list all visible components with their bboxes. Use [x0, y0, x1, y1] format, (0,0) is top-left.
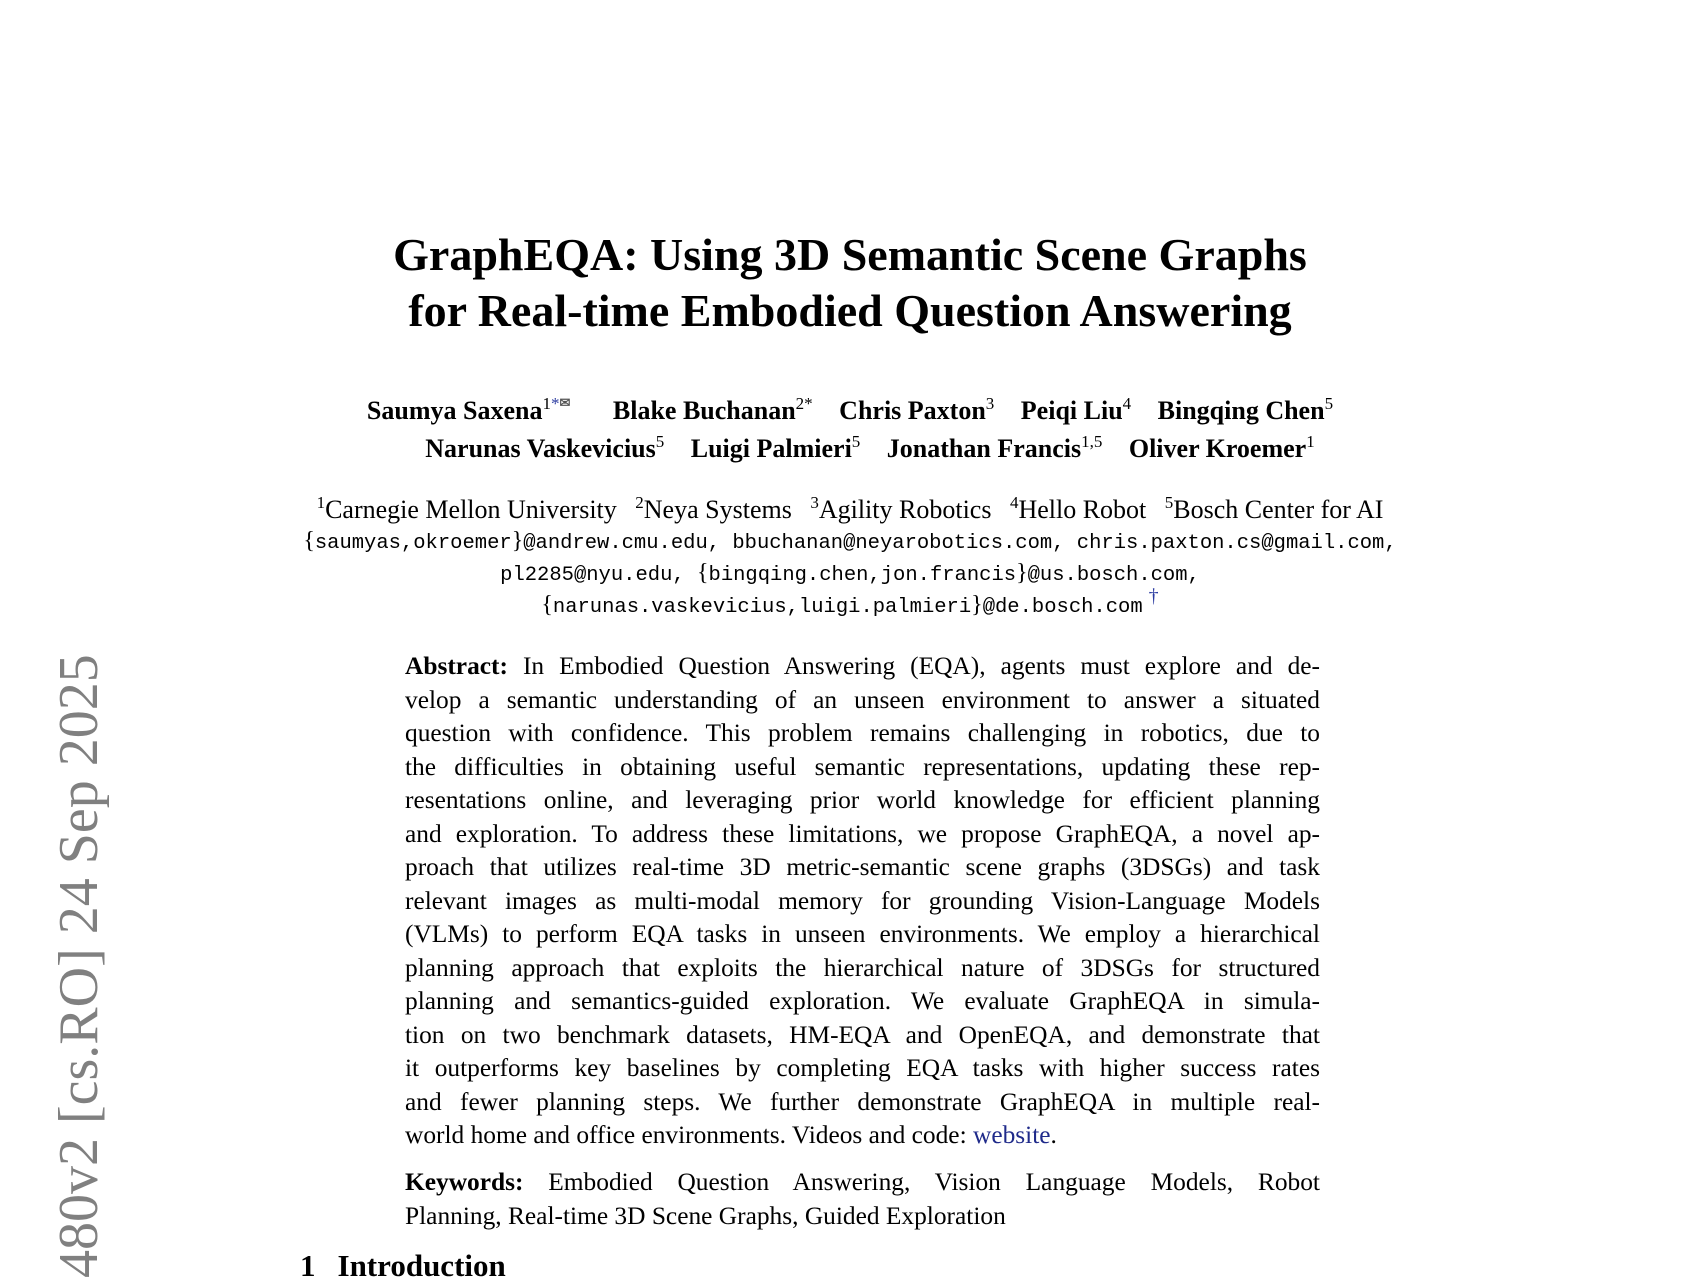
affiliation-number: 4 [1009, 493, 1019, 512]
affiliation-sup: 3 [985, 394, 995, 413]
author-name: Jonathan Francis [886, 434, 1082, 463]
affiliation [317, 495, 617, 524]
paper-title-line-1: GraphEQA: Using 3D Semantic Scene Graphs [393, 229, 1307, 280]
affiliation-sup: 5 [655, 432, 665, 451]
author [691, 434, 861, 463]
email-line-1 [0, 526, 1700, 560]
author [613, 396, 813, 425]
affiliation-number: 3 [810, 493, 819, 512]
abstract-line: tion on two benchmark datasets, HM-EQA and OpenEQA, and demonstrate that [405, 1020, 1320, 1049]
author [839, 396, 994, 425]
keywords-line: Planning, Real-time 3D Scene Graphs, Guided Exploration [405, 1201, 1006, 1230]
envelope-icon: ✉ [559, 395, 571, 410]
affiliation-name: Agility Robotics [818, 495, 992, 524]
abstract-line: (VLMs) to perform EQA tasks in unseen environments. We employ a hierarchical [405, 920, 1320, 948]
affiliation-sup: 1 [1306, 432, 1315, 451]
abstract-line: velop a semantic understanding of an unseen environment to answer a situated [405, 685, 1320, 714]
author [425, 434, 664, 463]
author [1158, 396, 1333, 425]
brace-close: } [511, 528, 524, 554]
affiliation [810, 495, 991, 524]
brace-close: } [971, 592, 983, 618]
keywords [405, 1166, 1320, 1233]
equal-contribution-mark: * [804, 394, 813, 413]
abstract [405, 650, 1320, 1153]
brace-open: { [303, 528, 315, 554]
abstract-text: world home and office environments. Videos and code: [405, 1121, 973, 1149]
affiliation-number: 1 [316, 493, 326, 512]
brace-open: { [696, 560, 709, 586]
affiliation-sup: 5 [1324, 394, 1334, 413]
affiliation-sup: 1,5 [1081, 432, 1103, 451]
equal-contribution-mark: * [550, 394, 560, 413]
section-title: Introduction [337, 1248, 506, 1283]
email-group: bingqing.chen,jon.francis [708, 564, 1017, 587]
email-group: saumyas,okroemer [314, 532, 512, 555]
affiliation [635, 495, 792, 524]
affiliation-name: Neya Systems [643, 495, 792, 524]
dagger-footnote-link[interactable]: † [1148, 585, 1159, 607]
abstract-line [405, 1119, 1320, 1153]
abstract-line: relevant images as multi-modal memory for grounding Vision-Language Models [405, 886, 1320, 915]
abstract-line: it outperforms key baselines by completing EQA tasks with higher success rates [405, 1054, 1320, 1082]
abstract-label: Abstract: [405, 652, 508, 680]
abstract-text: In Embodied Question Answering (EQA), agents must explore and de- [507, 652, 1320, 680]
brace-close: } [1016, 560, 1028, 586]
author-name: Narunas Vaskevicius [425, 434, 656, 463]
affiliation-sup: 4 [1122, 394, 1132, 413]
abstract-line: the difficulties in obtaining useful semantic representations, updating these rep- [405, 752, 1320, 781]
affiliation-sup: 1 [542, 394, 551, 413]
author-name: Peiqi Liu [1020, 396, 1123, 425]
section-heading-introduction [300, 1248, 506, 1284]
affiliation-name: Carnegie Mellon University [325, 495, 617, 524]
author-name: Luigi Palmieri [690, 434, 852, 463]
abstract-line: proach that utilizes real-time 3D metric-semantic scene graphs (3DSGs) and task [405, 853, 1320, 881]
affiliation-sup: 5 [851, 432, 861, 451]
author-name: Chris Paxton [839, 396, 986, 425]
affiliation-name: Hello Robot [1018, 495, 1147, 524]
author [887, 434, 1103, 463]
arxiv-stamp: 480v2 [cs.RO] 24 Sep 2025 [48, 654, 110, 1278]
website-link[interactable]: website [972, 1121, 1051, 1149]
abstract-period: . [1050, 1121, 1057, 1149]
affiliation-name: Bosch Center for AI [1173, 495, 1384, 524]
affiliation [1010, 495, 1146, 524]
section-number: 1 [300, 1248, 316, 1283]
affiliation-sup: 2 [795, 394, 805, 413]
author-name: Blake Buchanan [612, 396, 796, 425]
paper-title-line-2: for Real-time Embodied Question Answering [408, 285, 1292, 336]
authors-row-2 [0, 432, 1700, 469]
keywords-line [405, 1166, 1320, 1200]
affiliation-number: 5 [1164, 493, 1174, 512]
keywords-label: Keywords: [405, 1168, 524, 1196]
author [1129, 434, 1315, 463]
keywords-text: Embodied Question Answering, Vision Language Models, Robot [523, 1168, 1320, 1196]
abstract-line: and exploration. To address these limitations, we propose GraphEQA, a novel ap- [405, 819, 1320, 848]
affiliation [1165, 495, 1384, 524]
email-domain: @andrew.cmu.edu, bbuchanan@neyarobotics.com, chris.paxton.cs@gmail.com, [523, 532, 1397, 555]
authors-row-1 [0, 394, 1700, 432]
email-prefix: pl2285@nyu.edu, [500, 564, 697, 587]
abstract-line [405, 650, 1320, 684]
author [367, 396, 570, 425]
abstract-line: question with confidence. This problem remains challenging in robotics, due to [405, 719, 1320, 747]
affiliations [0, 494, 1700, 529]
author-name: Oliver Kroemer [1128, 434, 1307, 463]
abstract-line: and fewer planning steps. We further demonstrate GraphEQA in multiple real- [405, 1087, 1320, 1116]
abstract-line: planning and semantics-guided exploration. We evaluate GraphEQA in simula- [405, 987, 1320, 1015]
abstract-line: planning approach that exploits the hierarchical nature of 3DSGs for structured [405, 953, 1320, 982]
brace-open: { [541, 592, 553, 618]
email-line-3 [0, 585, 1700, 624]
abstract-line: resentations online, and leveraging prior world knowledge for efficient planning [405, 786, 1320, 814]
author-name: Bingqing Chen [1157, 396, 1325, 425]
author [1021, 396, 1131, 425]
email-line-2 [0, 558, 1700, 592]
author-name: Saumya Saxena [366, 396, 543, 425]
email-domain: @us.bosch.com, [1027, 564, 1200, 587]
email-domain: @de.bosch.com [982, 596, 1143, 619]
affiliation-number: 2 [635, 493, 644, 512]
email-group: narunas.vaskevicius,luigi.palmieri [552, 596, 972, 619]
